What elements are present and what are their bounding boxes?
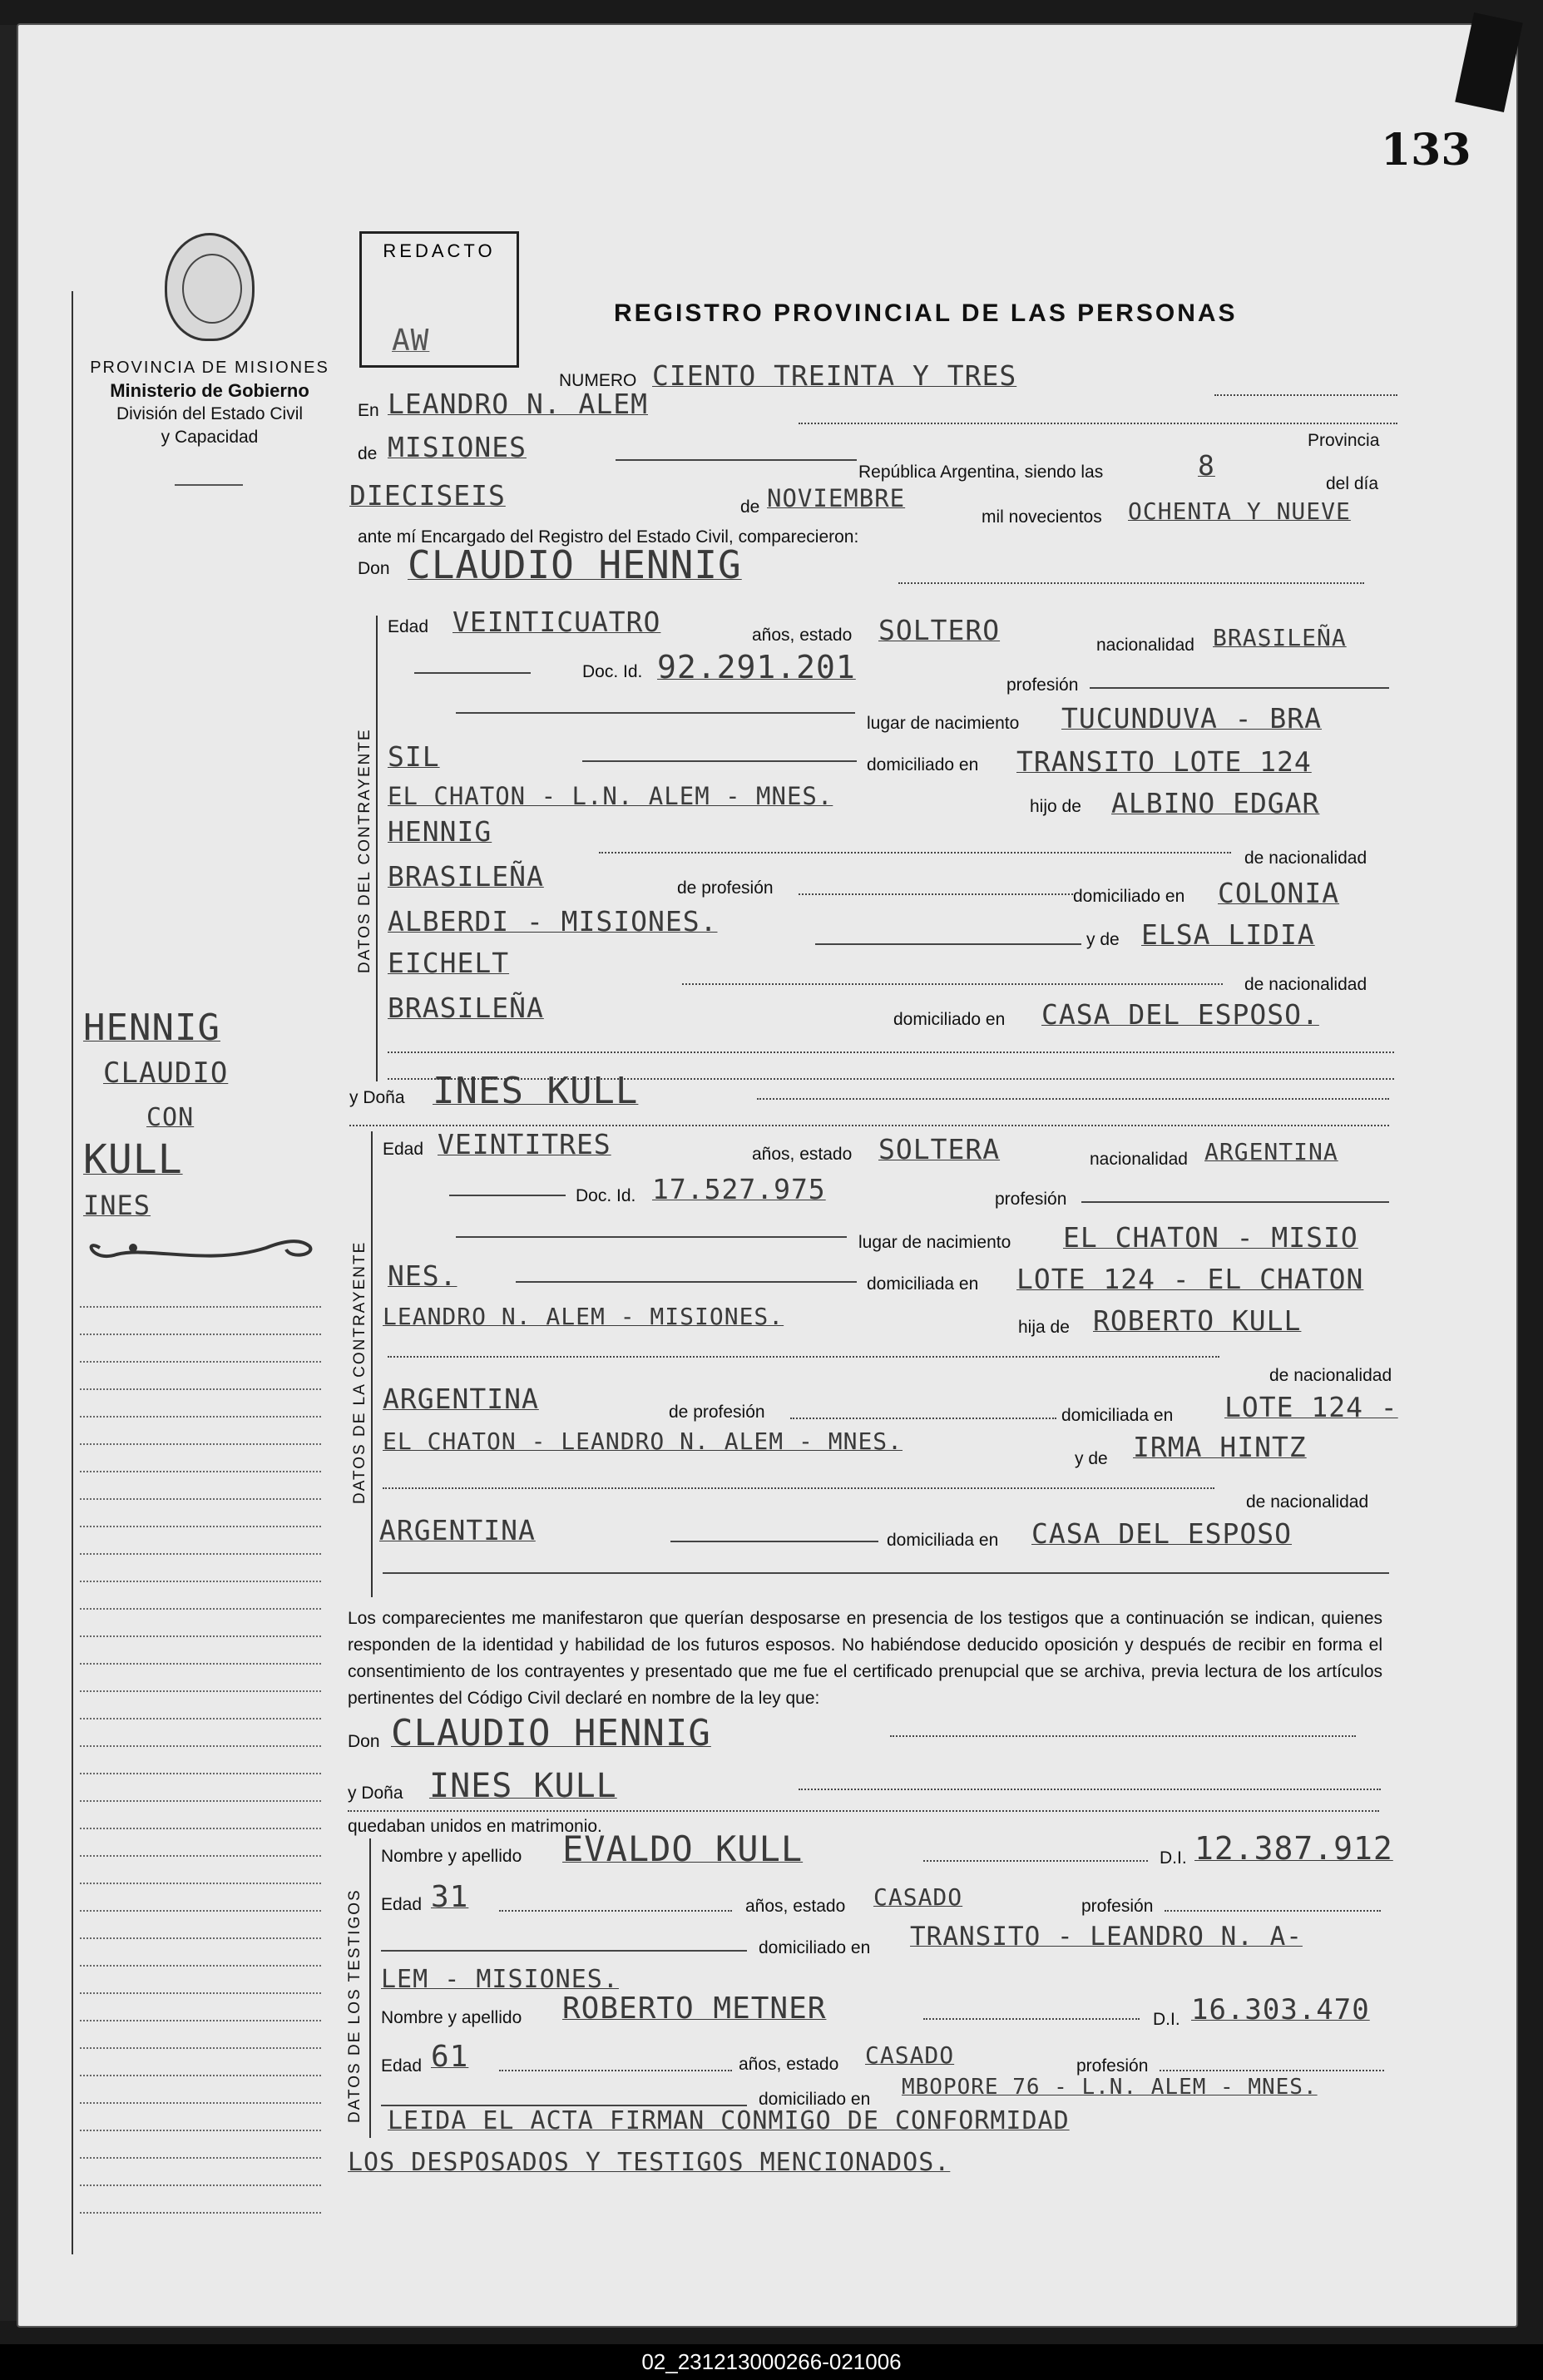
line — [456, 1236, 847, 1238]
line — [1090, 687, 1389, 689]
statement-don-label: Don — [348, 1732, 380, 1751]
province-name: PROVINCIA DE MISIONES — [90, 359, 329, 377]
di-label-1: D.I. — [1160, 1848, 1187, 1868]
dotted-line — [599, 852, 1231, 854]
groom-madre-nac: BRASILEÑA — [388, 992, 544, 1024]
groom-madre-dom: CASA DEL ESPOSO. — [1041, 998, 1319, 1031]
de-value: MISIONES — [388, 431, 527, 463]
groom-bracket — [376, 616, 378, 1081]
bride-madre-dom: CASA DEL ESPOSO — [1031, 1517, 1293, 1550]
dotted-line — [799, 423, 1397, 424]
domiciliada-label: domiciliada en — [867, 1274, 979, 1294]
edad-label-w1: Edad — [381, 1895, 423, 1914]
line — [1081, 1201, 1389, 1203]
bride-section-label: DATOS DE LA CONTRAYENTE — [351, 1240, 368, 1504]
anos-estado-w1: años, estado — [745, 1897, 846, 1916]
madre-dom-label-bride: domiciliada en — [887, 1531, 999, 1550]
bride-bracket — [371, 1131, 373, 1597]
de-nacionalidad-label: de nacionalidad — [1244, 849, 1367, 868]
statement-dona-label: y Doña — [348, 1784, 403, 1803]
margin-dotted-line — [80, 2157, 321, 2159]
groom-madre: ELSA LIDIA — [1141, 918, 1315, 951]
line — [670, 1541, 878, 1542]
profesion-label-w2: profesión — [1076, 2056, 1149, 2076]
numero-label: NUMERO — [559, 371, 637, 390]
margin-dotted-line — [80, 1910, 321, 1912]
witness-1-dom-2: LEM - MISIONES. — [381, 1965, 619, 1994]
groom-padre-2: HENNIG — [388, 815, 492, 848]
margin-dotted-line — [80, 1773, 321, 1774]
margin-dotted-line — [80, 1553, 321, 1555]
dotted-line — [348, 1810, 1379, 1812]
don-label: Don — [358, 559, 390, 578]
margin-dotted-line — [80, 1992, 321, 1994]
groom-doc: 92.291.201 — [657, 649, 856, 685]
dotted-line — [499, 1910, 732, 1912]
y-de-label: y de — [1086, 930, 1120, 949]
dom-en-label: domiciliado en — [1073, 887, 1185, 906]
edad-label-bride: Edad — [383, 1140, 424, 1159]
anos-estado-w2: años, estado — [739, 2055, 839, 2074]
dotted-line — [383, 1487, 1214, 1489]
ministry-name: Ministerio de Gobierno — [110, 380, 309, 401]
dom-label-w1: domiciliado en — [759, 1938, 871, 1957]
redacto-label: REDACTO — [383, 240, 496, 261]
profesion-label-bride: profesión — [995, 1190, 1067, 1209]
margin-bride-name: INES — [83, 1190, 151, 1221]
de-nacionalidad-label-bride: de nacionalidad — [1269, 1366, 1392, 1385]
dotted-line — [757, 1098, 1389, 1100]
witness-1-di: 12.387.912 — [1194, 1830, 1393, 1867]
dotted-line — [388, 1356, 1219, 1358]
line — [815, 943, 1081, 945]
bride-padre-dom: LOTE 124 - — [1224, 1391, 1398, 1423]
margin-rule — [72, 291, 73, 2254]
groom-estado: SOLTERO — [878, 614, 1001, 646]
anos-estado-label-bride: años, estado — [752, 1145, 853, 1164]
mil-label: mil novecientos — [982, 507, 1102, 527]
margin-dotted-line — [80, 1718, 321, 1719]
statement-don: CLAUDIO HENNIG — [391, 1712, 711, 1754]
line — [616, 459, 857, 461]
witness-2-name: ROBERTO METNER — [562, 1992, 827, 2026]
groom-padre-dom: COLONIA — [1218, 877, 1340, 909]
closing-line-1: LEIDA EL ACTA FIRMAN CONMIGO DE CONFORMIDAD — [388, 2106, 1070, 2135]
groom-padre-nac: BRASILEÑA — [388, 860, 544, 893]
en-label: En — [358, 401, 379, 420]
margin-dotted-line — [80, 2075, 321, 2076]
groom-lugar-2: SIL — [388, 740, 440, 773]
margin-dotted-line — [80, 1855, 321, 1857]
line — [383, 1572, 1389, 1574]
de-nacionalidad-label-bride-2: de nacionalidad — [1246, 1492, 1369, 1512]
divider — [175, 484, 243, 486]
dotted-line — [499, 2070, 732, 2071]
margin-bride-surname: KULL — [83, 1136, 183, 1183]
madre-dom-label: domiciliado en — [893, 1010, 1006, 1029]
de-nacionalidad-label-2: de nacionalidad — [1244, 975, 1367, 994]
line — [516, 1281, 857, 1283]
hijo-label: hijo de — [1030, 797, 1081, 816]
hija-label: hija de — [1018, 1318, 1070, 1337]
margin-dotted-line — [80, 1690, 321, 1692]
groom-padre-dom-2: ALBERDI - MISIONES. — [388, 905, 718, 938]
profesion-label: profesión — [1006, 675, 1079, 695]
witness-1-estado: CASADO — [873, 1883, 963, 1911]
statement-text: Los comparecientes me manifestaron que querían desposarse en presencia de los testigos que a continuación se indican, quienes responden de la identidad y habilidad de los futuros esposos. No habiéndose deducido oposición y después de recibir en forma el consentimiento de los contrayentes y presentado que me fue el certificado prenupcial que se archiva, previa lectura de los artículos pertinentes del Código Civil declaré en nombre de la ley que: — [348, 1609, 1382, 1708]
anio-value: OCHENTA Y NUEVE — [1128, 497, 1351, 525]
edad-label-w2: Edad — [381, 2056, 423, 2076]
provincia-label: Provincia — [1308, 431, 1380, 450]
margin-dotted-line — [80, 2130, 321, 2131]
y-de-label-bride: y de — [1075, 1449, 1108, 1468]
witness-2-edad: 61 — [431, 2040, 469, 2074]
bride-dom-2: LEANDRO N. ALEM - MISIONES. — [383, 1303, 784, 1330]
groom-lugar: TUCUNDUVA - BRA — [1061, 702, 1323, 735]
margin-flourish-icon — [83, 1230, 316, 1268]
groom-madre-2: EICHELT — [388, 947, 510, 979]
doc-label-bride: Doc. Id. — [576, 1186, 636, 1205]
bride-nacionalidad: ARGENTINA — [1204, 1138, 1338, 1165]
groom-dom: TRANSITO LOTE 124 — [1016, 745, 1312, 778]
de-profesion-label-bride: de profesión — [669, 1403, 765, 1422]
margin-dotted-line — [80, 1828, 321, 1829]
division-line-2: y Capacidad — [161, 428, 259, 447]
witness-1-edad: 31 — [431, 1880, 469, 1914]
margin-dotted-line — [80, 2047, 321, 2049]
bride-madre-nac: ARGENTINA — [379, 1514, 536, 1546]
closing-line-2: LOS DESPOSADOS Y TESTIGOS MENCIONADOS. — [348, 2148, 951, 2177]
line — [381, 1950, 747, 1952]
witness-2-estado: CASADO — [865, 2041, 955, 2069]
dotted-line — [923, 2018, 1140, 2020]
dia-value: DIECISEIS — [349, 479, 506, 512]
bride-edad: VEINTITRES — [438, 1128, 611, 1160]
groom-padre: ALBINO EDGAR — [1111, 787, 1320, 819]
line — [582, 760, 857, 762]
witness-bracket — [369, 1838, 371, 2138]
division-line-1: División del Estado Civil — [116, 404, 304, 423]
nombre-label-2: Nombre y apellido — [381, 2008, 522, 2027]
margin-con: CON — [146, 1103, 195, 1132]
nombre-label-1: Nombre y apellido — [381, 1847, 522, 1866]
margin-dotted-line — [80, 1498, 321, 1500]
dotted-line — [799, 1789, 1381, 1790]
de-label: de — [358, 444, 378, 463]
domiciliado-label: domiciliado en — [867, 755, 979, 774]
margin-dotted-line — [80, 1471, 321, 1472]
ante-text: ante mí Encargado del Registro del Estado Civil, comparecieron: — [358, 527, 859, 547]
margin-dotted-line — [80, 1663, 321, 1665]
en-value: LEANDRO N. ALEM — [388, 388, 649, 420]
dotted-line — [790, 1418, 1056, 1419]
bride-padre-dom-2: EL CHATON - LEANDRO N. ALEM - MNES. — [383, 1428, 903, 1455]
bride-padre: ROBERTO KULL — [1093, 1304, 1302, 1337]
dotted-line — [1165, 1910, 1381, 1912]
witness-1-dom: TRANSITO - LEANDRO N. A- — [910, 1922, 1303, 1952]
province-seal-icon — [165, 233, 255, 341]
bride-doc: 17.527.975 — [652, 1173, 826, 1205]
bride-estado: SOLTERA — [878, 1133, 1001, 1165]
nacionalidad-label-bride: nacionalidad — [1090, 1150, 1188, 1169]
profesion-label-w1: profesión — [1081, 1897, 1154, 1916]
footer-id: 02_231213000266-021006 — [641, 2349, 902, 2374]
bride-name: INES KULL — [433, 1070, 639, 1112]
dotted-line — [923, 1860, 1148, 1862]
bride-lugar-2: NES. — [388, 1259, 457, 1292]
margin-dotted-line — [80, 1306, 321, 1308]
margin-dotted-line — [80, 2020, 321, 2021]
witness-2-di: 16.303.470 — [1191, 1993, 1370, 2026]
statement-dona: INES KULL — [429, 1767, 617, 1805]
witness-section-label: DATOS DE LOS TESTIGOS — [346, 1888, 363, 2123]
de-mes-label: de — [740, 497, 760, 517]
witness-1-name: EVALDO KULL — [562, 1828, 804, 1869]
dotted-line — [682, 983, 1223, 985]
de-profesion-label: de profesión — [677, 878, 774, 898]
unidos-text: quedaban unidos en matrimonio. — [348, 1817, 602, 1836]
del-dia-label: del día — [1326, 474, 1379, 493]
dotted-line — [1214, 394, 1397, 396]
margin-dotted-line — [80, 1965, 321, 1967]
groom-name: CLAUDIO HENNIG — [408, 542, 742, 587]
dom-en-label-bride: domiciliada en — [1061, 1406, 1174, 1425]
anos-estado-label: años, estado — [752, 626, 853, 645]
witness-2-dom: MBOPORE 76 - L.N. ALEM - MNES. — [902, 2075, 1318, 2100]
groom-section-label: DATOS DEL CONTRAYENTE — [356, 728, 373, 973]
dotted-line — [890, 1735, 1356, 1737]
margin-dotted-line — [80, 1745, 321, 1747]
lugar-label: lugar de nacimiento — [867, 714, 1020, 733]
margin-dotted-line — [80, 1608, 321, 1610]
page-number: 133 — [1381, 125, 1471, 176]
bride-padre-nac: ARGENTINA — [383, 1383, 539, 1415]
margin-dotted-line — [80, 1635, 321, 1637]
dona-label: y Doña — [349, 1088, 405, 1107]
edad-label: Edad — [388, 617, 429, 636]
dotted-line — [388, 1051, 1394, 1053]
line — [449, 1195, 566, 1196]
groom-edad: VEINTICUATRO — [453, 606, 661, 638]
mes-value: NOVIEMBRE — [767, 484, 906, 512]
dotted-line — [1160, 2070, 1384, 2071]
footer-bar — [0, 2344, 1543, 2380]
redacto-initials: AW — [392, 324, 430, 358]
margin-groom-surname: HENNIG — [83, 1007, 220, 1049]
groom-dom-2: EL CHATON - L.N. ALEM - MNES. — [388, 782, 833, 810]
bride-dom: LOTE 124 - EL CHATON — [1016, 1263, 1364, 1295]
margin-dotted-line — [80, 1388, 321, 1390]
di-label-2: D.I. — [1153, 2010, 1180, 2029]
dom-label-w2: domiciliado en — [759, 2090, 871, 2109]
republica-text: República Argentina, siendo las — [858, 463, 1104, 482]
doc-label: Doc. Id. — [582, 662, 643, 681]
dotted-line — [799, 893, 1073, 895]
line — [456, 712, 855, 714]
document-title: REGISTRO PROVINCIAL DE LAS PERSONAS — [614, 299, 1238, 327]
dotted-line — [349, 1125, 1389, 1126]
margin-dotted-line — [80, 2185, 321, 2186]
groom-nacionalidad: BRASILEÑA — [1213, 624, 1347, 651]
bride-lugar: EL CHATON - MISIO — [1063, 1221, 1358, 1254]
margin-dotted-line — [80, 1526, 321, 1527]
margin-groom-name: CLAUDIO — [103, 1056, 229, 1090]
margin-dotted-line — [80, 2212, 321, 2214]
hora-value: 8 — [1198, 449, 1215, 482]
dotted-line — [898, 582, 1364, 584]
margin-dotted-line — [80, 1581, 321, 1582]
margin-dotted-line — [80, 1883, 321, 1884]
margin-dotted-line — [80, 1937, 321, 1939]
bride-madre: IRMA HINTZ — [1133, 1431, 1307, 1463]
issuer-block — [68, 356, 351, 449]
nacionalidad-label: nacionalidad — [1096, 636, 1194, 655]
margin-dotted-line — [80, 1333, 321, 1335]
margin-dotted-line — [80, 1416, 321, 1418]
margin-dotted-line — [80, 1443, 321, 1445]
line — [414, 672, 531, 674]
lugar-label-bride: lugar de nacimiento — [858, 1233, 1011, 1252]
margin-dotted-line — [80, 1800, 321, 1802]
margin-dotted-line — [80, 1361, 321, 1363]
redacto-box — [359, 231, 519, 368]
numero-value: CIENTO TREINTA Y TRES — [652, 359, 1017, 392]
margin-dotted-line — [80, 2102, 321, 2104]
